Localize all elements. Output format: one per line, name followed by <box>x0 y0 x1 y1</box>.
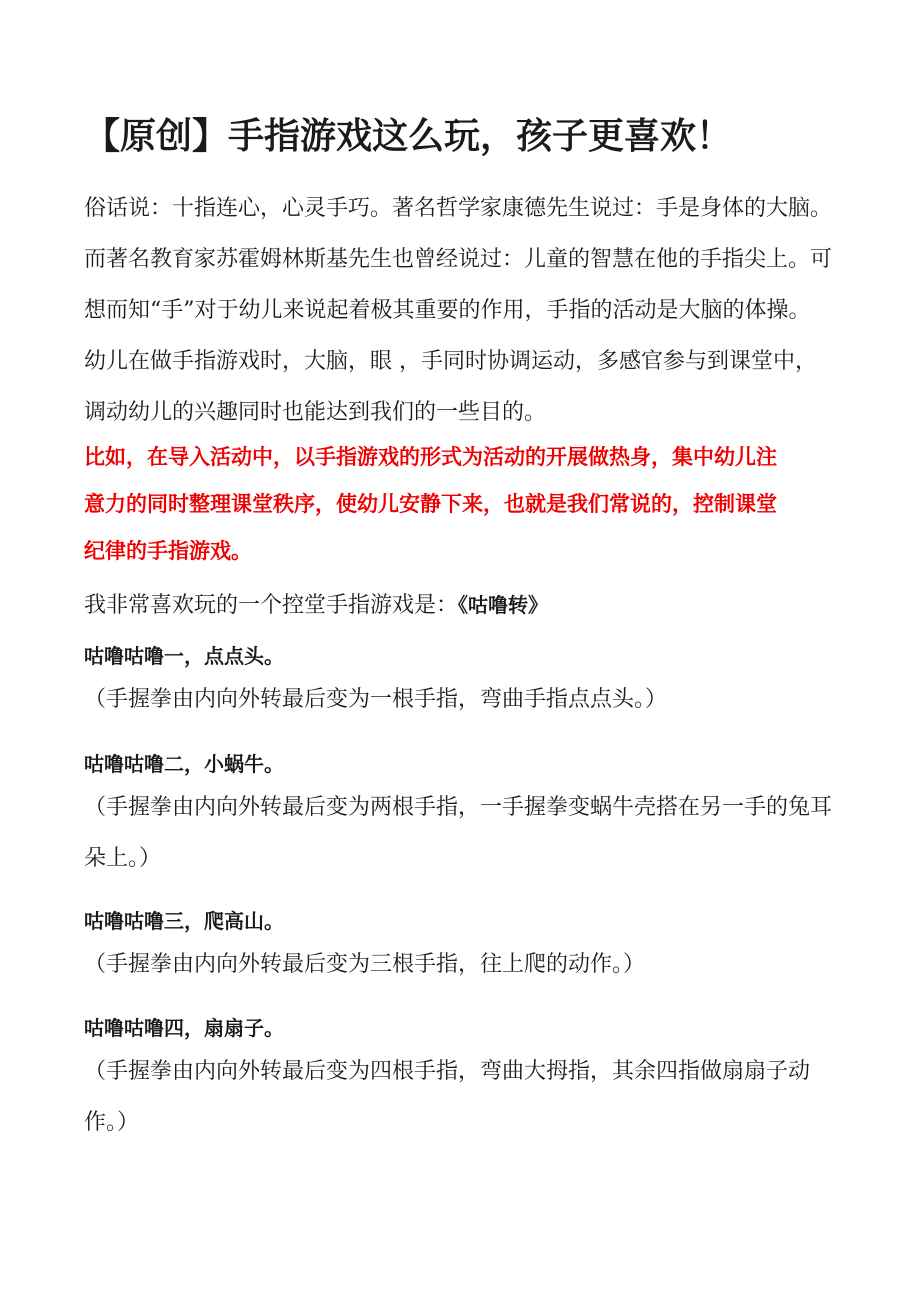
verse-note-line: （手握拳由内向外转最后变为四根手指，弯曲大拇指，其余四指做扇扇子动 <box>84 1059 811 1084</box>
intro-line: 调动幼儿的兴趣同时也能达到我们的一些目的。 <box>84 400 547 425</box>
highlight-line: 比如，在导入活动中，以手指游戏的形式为活动的开展做热身，集中幼儿注 <box>84 445 777 469</box>
verse-line: 咕噜咕噜三，爬高山。 <box>84 909 284 933</box>
intro-line: 想而知“手”对于幼儿来说起着极其重要的作用，手指的活动是大脑的体操。 <box>84 298 811 323</box>
favorite-game-line <box>84 588 548 619</box>
intro-line: 而著名教育家苏霍姆林斯基先生也曾经说过：儿童的智慧在他的手指尖上。可 <box>84 247 833 272</box>
intro-line: 俗话说：十指连心，心灵手巧。著名哲学家康德先生说过：手是身体的大脑。 <box>84 196 833 221</box>
highlight-line: 意力的同时整理课堂秩序，使幼儿安静下来，也就是我们常说的，控制课堂 <box>84 492 777 516</box>
verse-note-line: 作。） <box>84 1110 140 1135</box>
verse-note <box>84 939 844 990</box>
highlight-line: 纪律的手指游戏。 <box>84 539 252 563</box>
verse-note <box>84 1046 844 1148</box>
verse-note-line: （手握拳由内向外转最后变为一根手指，弯曲手指点点头。） <box>84 687 668 712</box>
favorite-prefix: 我非常喜欢玩的一个控堂手指游戏是： <box>84 593 459 618</box>
verse-line: 咕噜咕噜四，扇扇子。 <box>84 1016 284 1040</box>
intro-line: 幼儿在做手指游戏时，大脑，眼 ，手同时协调运动，多感官参与到课堂中， <box>84 349 817 374</box>
verse-note-line: （手握拳由内向外转最后变为两根手指，一手握拳变蜗牛壳搭在另一手的兔耳 <box>84 795 833 820</box>
favorite-game-title: 《咕噜转》 <box>458 593 549 617</box>
document-title: 【原创】手指游戏这么玩，孩子更喜欢！ <box>84 116 733 157</box>
verse-note <box>84 782 844 884</box>
verse-note <box>84 674 844 725</box>
verse-line: 咕噜咕噜一，点点头。 <box>84 644 284 668</box>
verse-note-line: 朵上。） <box>84 846 162 871</box>
verse-line: 咕噜咕噜二，小蜗牛。 <box>84 752 284 776</box>
verse-note-line: （手握拳由内向外转最后变为三根手指，往上爬的动作。） <box>84 952 646 977</box>
intro-paragraph <box>84 183 840 438</box>
highlight-paragraph <box>84 434 840 575</box>
